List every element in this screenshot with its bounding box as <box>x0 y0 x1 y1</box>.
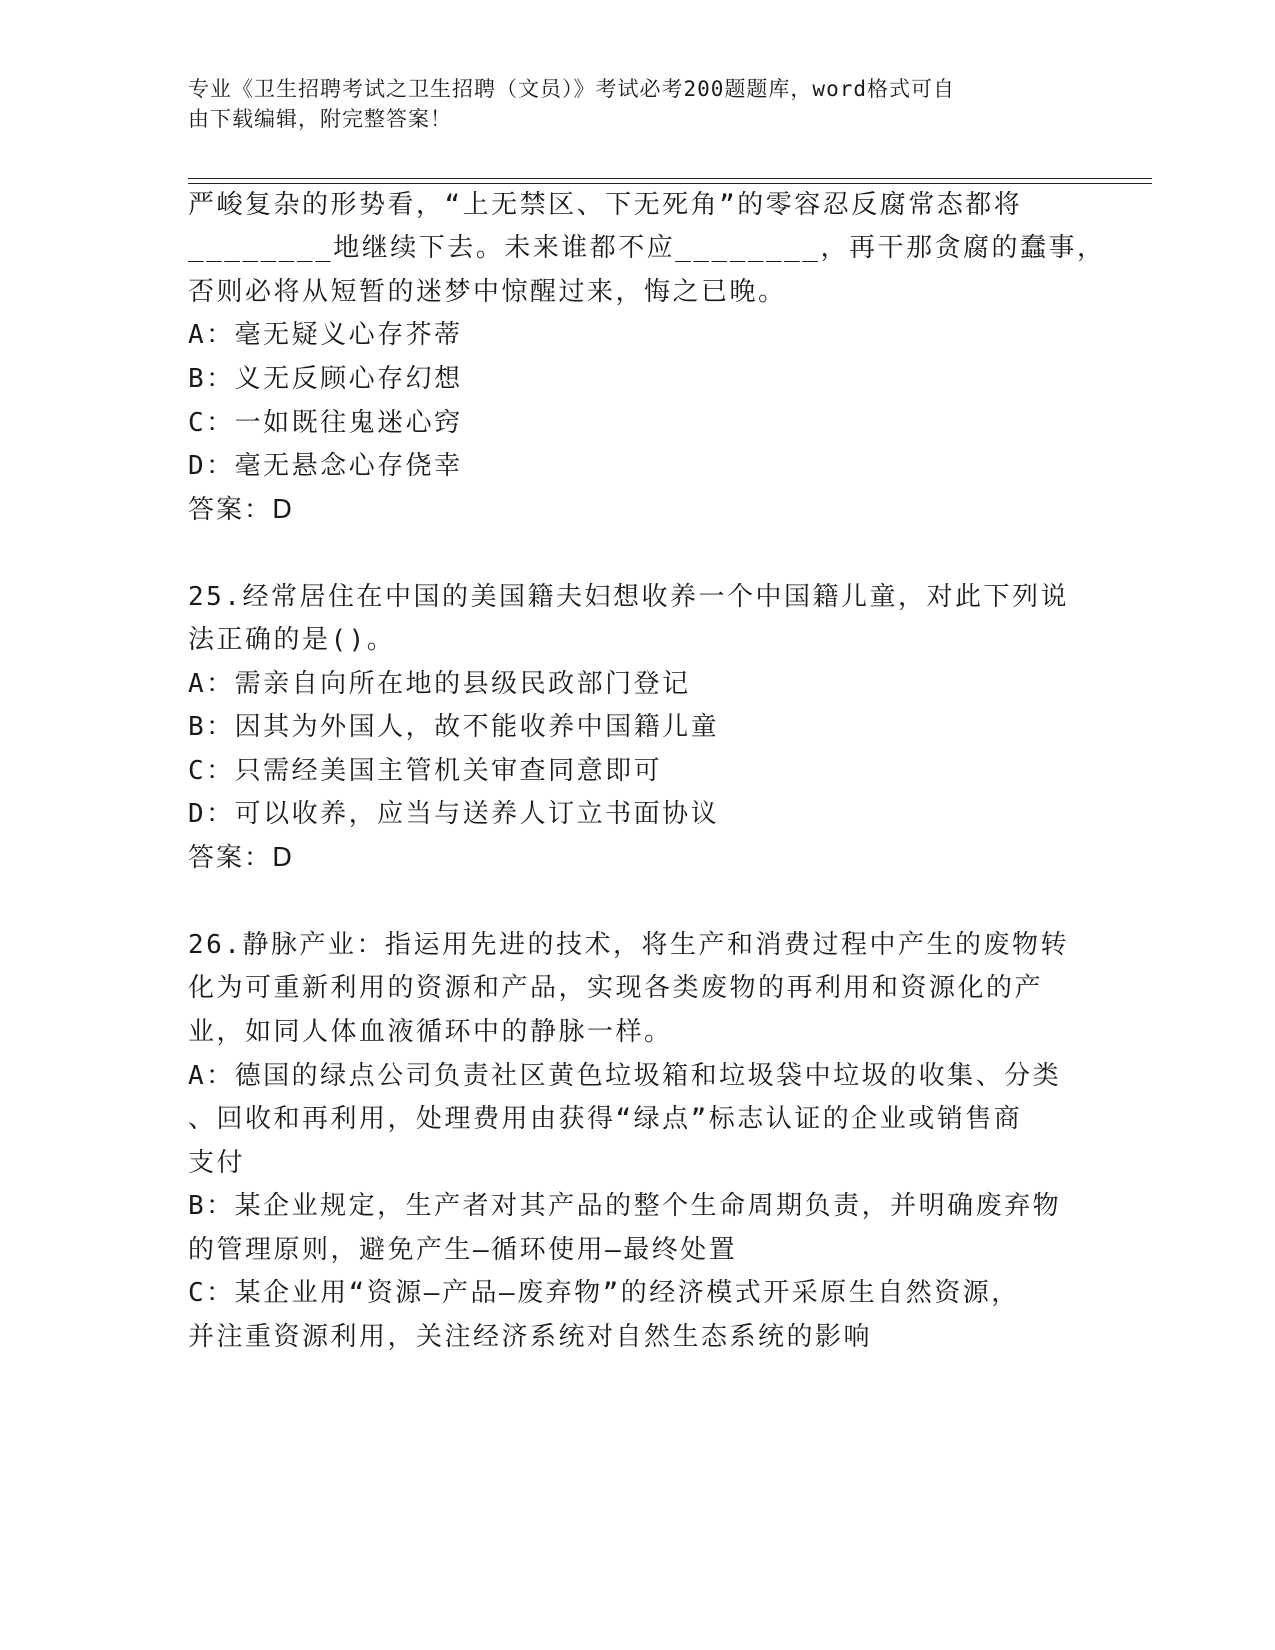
question-stem-line: 26.静脉产业：指运用先进的技术，将生产和消费过程中产生的废物转 <box>188 930 1069 960</box>
header-line-2: 由下载编辑，附完整答案！ <box>188 107 452 131</box>
option-c: C：只需经美国主管机关审查同意即可 <box>188 756 663 786</box>
question-stem-line: 化为可重新利用的资源和产品，实现各类废物的再利用和资源化的产 <box>188 973 1044 1003</box>
option-c: C：一如既往鬼迷心窍 <box>188 408 463 438</box>
option-c: 并注重资源利用，关注经济系统对自然生态系统的影响 <box>188 1322 873 1352</box>
answer-label: 答案：D <box>188 495 295 525</box>
option-a: 支付 <box>188 1148 246 1178</box>
question-stem-line: 25.经常居住在中国的美国籍夫妇想收养一个中国籍儿童，对此下列说 <box>188 582 1069 612</box>
option-a: A：德国的绿点公司负责社区黄色垃圾箱和垃圾袋中垃圾的收集、分类 <box>188 1061 1062 1091</box>
answer-label: 答案：D <box>188 843 295 873</box>
option-a: 、回收和再利用，处理费用由获得“绿点”标志认证的企业或销售商 <box>188 1104 1023 1134</box>
option-b: B：某企业规定，生产者对其产品的整个生命周期负责，并明确废弃物 <box>188 1191 1062 1221</box>
option-d: D：可以收养，应当与送养人订立书面协议 <box>188 799 720 829</box>
question-stem-line: 严峻复杂的形势看，“上无禁区、下无死角”的零容忍反腐常态都将 <box>188 190 1023 220</box>
option-c: C：某企业用“资源—产品—废弃物”的经济模式开采原生自然资源， <box>188 1278 1020 1308</box>
option-b: B：义无反顾心存幻想 <box>188 364 463 394</box>
header-divider-top <box>188 178 1152 179</box>
option-b: B：因其为外国人，故不能收养中国籍儿童 <box>188 712 720 742</box>
question-stem-line: 业，如同人体血液循环中的静脉一样。 <box>188 1017 673 1047</box>
question-stem-line: 否则必将从短暂的迷梦中惊醒过来，悔之已晚。 <box>188 277 787 307</box>
document-header <box>188 74 1068 134</box>
option-a: A：毫无疑义心存芥蒂 <box>188 320 463 350</box>
option-d: D：毫无悬念心存侥幸 <box>188 451 463 481</box>
header-line-1: 专业《卫生招聘考试之卫生招聘（文员）》考试必考200题题库，word格式可自 <box>188 77 955 101</box>
option-b: 的管理原则，避免产生—循环使用—最终处置 <box>188 1235 738 1265</box>
option-a: A：需亲自向所在地的县级民政部门登记 <box>188 669 691 699</box>
question-stem-line: ________地继续下去。未来谁都不应________，再干那贪腐的蠢事， <box>188 233 1106 263</box>
question-stem-line: 法正确的是()。 <box>188 625 396 655</box>
